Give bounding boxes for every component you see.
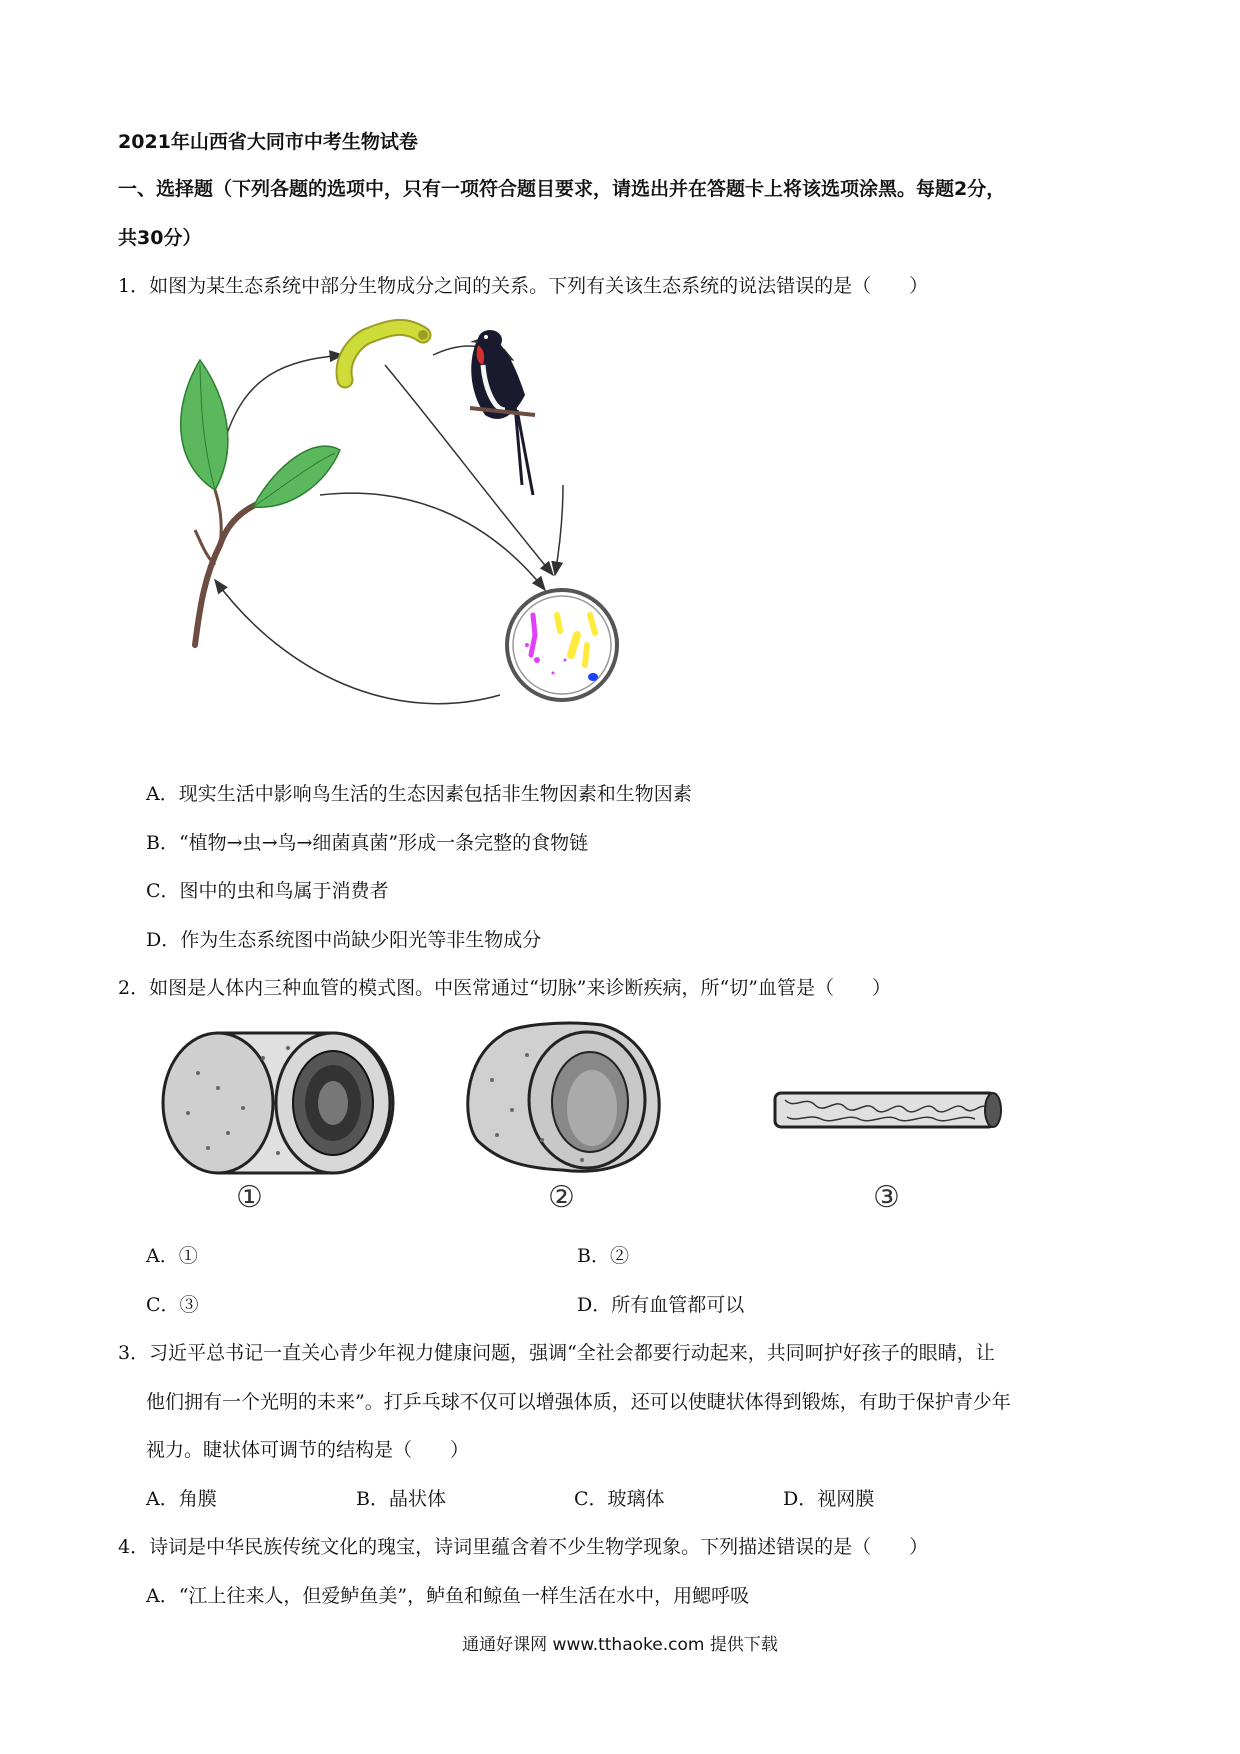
question-1-option-d[interactable]: D．作为生态系统图中尚缺少阳光等非生物成分 [146,929,542,951]
question-1-option-b[interactable]: B．“植物→虫→鸟→细菌真菌”形成一条完整的食物链 [146,832,589,854]
ecosystem-diagram [165,315,635,735]
arrow-microbe-to-plant [215,580,500,704]
question-4-stem: 4．诗词是中华民族传统文化的瑰宝，诗词里蕴含着不少生物学现象。下列描述错误的是（ ） [118,1536,929,1558]
exam-title: 2021年山西省大同市中考生物试卷 [118,131,418,153]
question-1-stem: 1．如图为某生态系统中部分生物成分之间的关系。下列有关该生态系统的说法错误的是（ ） [118,275,929,297]
question-3-option-d[interactable]: D．视网膜 [783,1488,875,1510]
section-heading-line2: 共30分） [118,227,202,249]
question-3-stem-line1: 3．习近平总书记一直关心青少年视力健康问题，强调“全社会都要行动起来，共同呵护好孩子的眼睛，让 [118,1342,995,1364]
blood-vessel-capillary [765,1085,1010,1135]
question-1-option-c[interactable]: C．图中的虫和鸟属于消费者 [146,880,389,902]
arrow-bird-to-microbe [555,485,563,575]
question-2-option-a[interactable]: A．① [146,1245,198,1267]
arrow-plant-to-insect [225,355,343,440]
blood-vessel-artery [148,1013,398,1178]
plant-leaf-upper [181,360,228,490]
question-3-stem-line3: 视力。睫状体可调节的结构是（ ） [146,1439,470,1461]
caterpillar [344,327,428,380]
question-2-option-c[interactable]: C．③ [146,1294,199,1316]
arrow-plant-to-microbe [320,493,545,590]
question-2-option-b[interactable]: B．② [577,1245,629,1267]
question-3-option-c[interactable]: C．玻璃体 [574,1488,665,1510]
vessel-label-2: ② [548,1180,575,1215]
vessel-label-1: ① [236,1180,263,1215]
blood-vessel-vein [452,1010,672,1178]
question-3-option-b[interactable]: B．晶状体 [356,1488,446,1510]
section-heading-line1: 一、选择题（下列各题的选项中，只有一项符合题目要求，请选出并在答题卡上将该选项涂黑。每题2分， [118,178,1006,200]
question-4-option-a[interactable]: A．“江上往来人，但爱鲈鱼美”，鲈鱼和鲸鱼一样生活在水中，用鳃呼吸 [146,1585,750,1607]
question-3-option-a[interactable]: A．角膜 [146,1488,217,1510]
plant-branch [181,360,340,645]
swallow-bird [470,330,535,495]
bacteria-fungi-circle [507,590,617,700]
vessel-label-3: ③ [873,1180,900,1215]
question-2-option-d[interactable]: D．所有血管都可以 [577,1294,745,1316]
question-2-stem: 2．如图是人体内三种血管的模式图。中医常通过“切脉”来诊断疾病，所“切”血管是（ ） [118,977,891,999]
page-footer: 通通好课网 www.tthaoke.com 提供下载 [462,1635,778,1655]
question-3-stem-line2: 他们拥有一个光明的未来”。打乒乓球不仅可以增强体质，还可以使睫状体得到锻炼，有助于保护青少年 [146,1391,1011,1413]
question-1-option-a[interactable]: A．现实生活中影响鸟生活的生态因素包括非生物因素和生物因素 [146,783,692,805]
